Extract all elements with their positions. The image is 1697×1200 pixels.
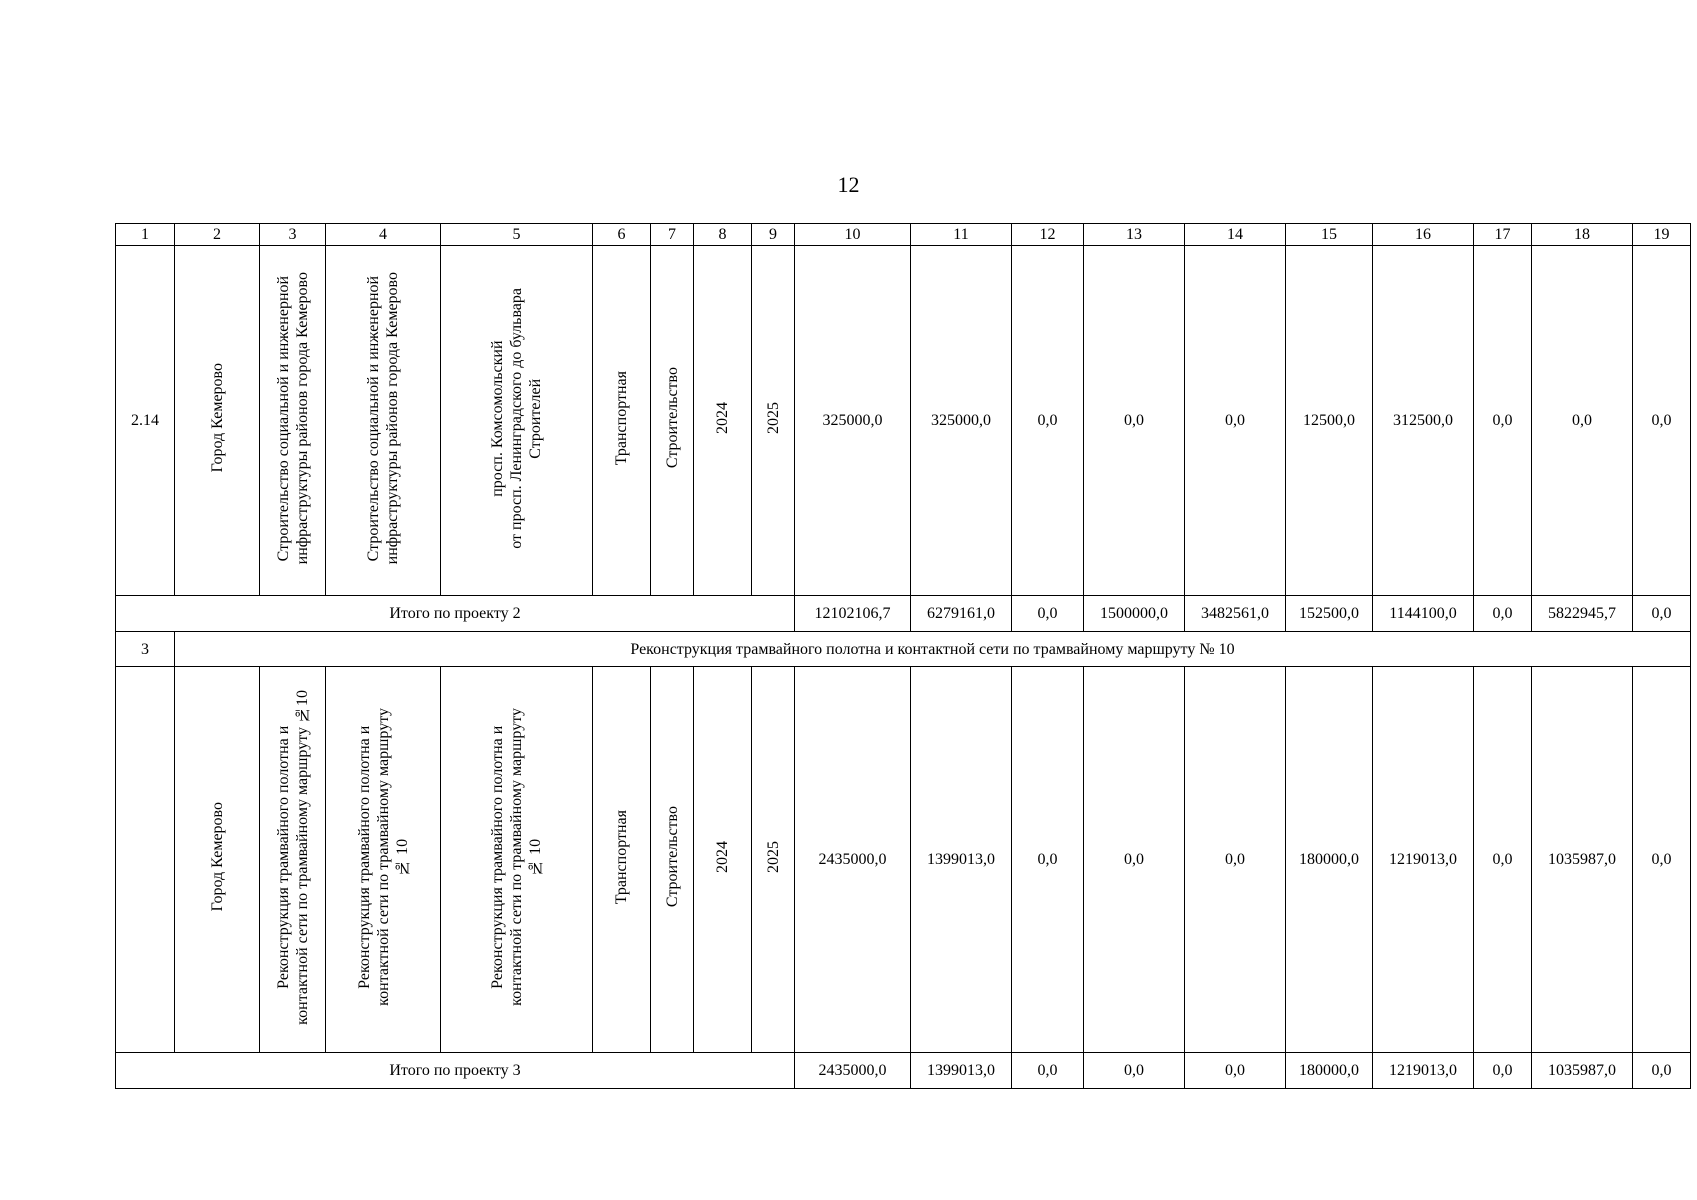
text-line: Реконструкция трамвайного полотна и [355, 725, 373, 989]
column-number: 1 [116, 224, 175, 246]
column-number: 9 [752, 224, 795, 246]
value-cell: 0,0 [1012, 667, 1084, 1053]
column-number: 18 [1532, 224, 1633, 246]
total-value-cell: 0,0 [1633, 1053, 1691, 1089]
year-start-text: 2024 [714, 402, 731, 434]
text-line: № 10 [527, 838, 544, 876]
infrastructure-type-cell [593, 246, 651, 596]
total-row-project-3 [116, 1053, 1691, 1089]
program-text [274, 690, 312, 1025]
column-number: 10 [795, 224, 911, 246]
text-line: Реконструкция трамвайного полотна и [489, 725, 506, 989]
total-value-cell: 1500000,0 [1084, 596, 1185, 632]
value-cell: 12500,0 [1286, 246, 1373, 596]
text-line: № 10 [393, 838, 411, 876]
value-cell: 0,0 [1185, 667, 1286, 1053]
total-label: Итого по проекту 2 [116, 596, 795, 632]
page-number: 12 [837, 172, 860, 197]
total-row-project-2 [116, 596, 1691, 632]
total-value-cell: 1219013,0 [1373, 1053, 1474, 1089]
value-cell: 1399013,0 [911, 667, 1012, 1053]
value-cell: 0,0 [1012, 246, 1084, 596]
project-cell [326, 246, 441, 596]
total-value-cell: 1144100,0 [1373, 596, 1474, 632]
year-start-cell [694, 246, 752, 596]
object-cell [441, 667, 593, 1053]
column-number: 2 [175, 224, 260, 246]
column-number: 14 [1185, 224, 1286, 246]
column-number: 19 [1633, 224, 1691, 246]
program-cell [260, 246, 326, 596]
project-cell [326, 667, 441, 1053]
total-value-cell: 0,0 [1084, 1053, 1185, 1089]
total-value-cell: 152500,0 [1286, 596, 1373, 632]
column-number: 6 [593, 224, 651, 246]
total-value-cell: 12102106,7 [795, 596, 911, 632]
infrastructure-type-cell [593, 667, 651, 1053]
object-text [488, 288, 545, 549]
total-value-cell: 0,0 [1474, 596, 1532, 632]
total-value-cell: 0,0 [1012, 596, 1084, 632]
work-kind-cell [651, 246, 694, 596]
total-value-cell: 180000,0 [1286, 1053, 1373, 1089]
total-value-cell: 6279161,0 [911, 596, 1012, 632]
table-row-2-14 [116, 246, 1691, 596]
row-number: 2.14 [116, 246, 175, 596]
value-cell: 0,0 [1474, 246, 1532, 596]
column-number: 7 [651, 224, 694, 246]
municipality-cell [175, 667, 260, 1053]
total-value-cell: 3482561,0 [1185, 596, 1286, 632]
column-number-row [116, 224, 1691, 246]
total-value-cell: 0,0 [1633, 596, 1691, 632]
column-number: 11 [911, 224, 1012, 246]
value-cell: 325000,0 [911, 246, 1012, 596]
municipality-cell [175, 246, 260, 596]
text-line: просп. Комсомольский [489, 339, 506, 497]
work-kind-text: Строительство [663, 806, 681, 908]
municipality-text: Город Кемерово [208, 363, 226, 473]
text-line: инфраструктуры районов города Кемерово [293, 271, 311, 565]
value-cell: 0,0 [1084, 246, 1185, 596]
infrastructure-type-text: Транспортная [613, 809, 630, 905]
column-number: 12 [1012, 224, 1084, 246]
column-number: 16 [1373, 224, 1474, 246]
project-title: Реконструкция трамвайного полотна и контактной сети по трамвайному маршруту № 10 [175, 632, 1691, 667]
work-kind-text: Строительство [663, 367, 681, 469]
total-value-cell: 1035987,0 [1532, 1053, 1633, 1089]
project-text [355, 708, 412, 1006]
row-number [116, 667, 175, 1053]
text-line: Строительство социальной и инженерной [365, 275, 382, 561]
object-text [488, 708, 545, 1006]
column-number: 3 [260, 224, 326, 246]
column-number: 5 [441, 224, 593, 246]
column-number: 17 [1474, 224, 1532, 246]
total-value-cell: 0,0 [1012, 1053, 1084, 1089]
value-cell: 1219013,0 [1373, 667, 1474, 1053]
project-text [364, 272, 402, 564]
text-line: контактной сети по трамвайному маршруту №10 [293, 689, 311, 1025]
text-line: контактной сети по трамвайному маршруту [374, 708, 392, 1006]
total-value-cell: 2435000,0 [795, 1053, 911, 1089]
column-number: 13 [1084, 224, 1185, 246]
year-end-text: 2025 [764, 402, 782, 434]
total-value-cell: 0,0 [1474, 1053, 1532, 1089]
year-end-cell [752, 667, 795, 1053]
program-text [274, 272, 312, 564]
total-value-cell: 5822945,7 [1532, 596, 1633, 632]
value-cell: 0,0 [1084, 667, 1185, 1053]
total-value-cell: 1399013,0 [911, 1053, 1012, 1089]
work-kind-cell [651, 667, 694, 1053]
value-cell: 1035987,0 [1532, 667, 1633, 1053]
year-end-cell [752, 246, 795, 596]
value-cell: 0,0 [1185, 246, 1286, 596]
text-line: Реконструкция трамвайного полотна и [274, 725, 292, 989]
total-value-cell: 0,0 [1185, 1053, 1286, 1089]
value-cell: 0,0 [1633, 246, 1691, 596]
column-number: 8 [694, 224, 752, 246]
project-3-header-row [116, 632, 1691, 667]
object-cell [441, 246, 593, 596]
column-number: 15 [1286, 224, 1373, 246]
total-label: Итого по проекту 3 [116, 1053, 795, 1089]
municipality-text: Город Кемерово [208, 802, 226, 912]
value-cell: 2435000,0 [795, 667, 911, 1053]
value-cell: 0,0 [1633, 667, 1691, 1053]
infrastructure-type-text: Транспортная [613, 370, 630, 466]
year-start-cell [694, 667, 752, 1053]
investment-table [115, 223, 1691, 1089]
value-cell: 180000,0 [1286, 667, 1373, 1053]
text-line: инфраструктуры районов города Кемерово [384, 271, 401, 565]
text-line: контактной сети по трамвайному маршруту [508, 708, 525, 1006]
value-cell: 312500,0 [1373, 246, 1474, 596]
project-number: 3 [116, 632, 175, 667]
text-line: Строительство социальной и инженерной [274, 275, 292, 561]
text-line: от просп. Ленинградского до бульвара [508, 287, 525, 549]
value-cell: 0,0 [1474, 667, 1532, 1053]
year-end-text: 2025 [764, 841, 782, 873]
text-line: Строителей [527, 378, 544, 458]
table-row-project-3 [116, 667, 1691, 1053]
value-cell: 0,0 [1532, 246, 1633, 596]
program-cell [260, 667, 326, 1053]
column-number: 4 [326, 224, 441, 246]
year-start-text: 2024 [714, 841, 731, 873]
value-cell: 325000,0 [795, 246, 911, 596]
